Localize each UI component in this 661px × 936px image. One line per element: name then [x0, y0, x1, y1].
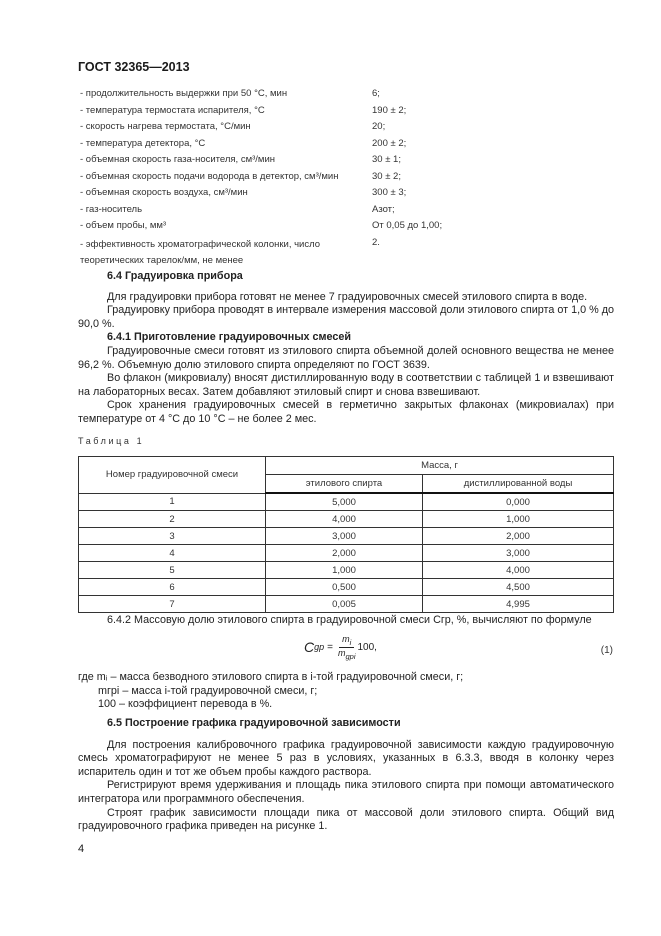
section-heading: 6.4.1 Приготовление градуировочных смесей [107, 331, 352, 344]
param-row: - температура детектора, °С 200 ± 2; [80, 137, 407, 149]
column-header-water: дистиллированной воды [423, 475, 614, 494]
formula-cgp: C gp = $\frac{m_i}{m_{gpi}}$ 100, [304, 634, 377, 661]
param-row: - газ-носитель Азот; [80, 203, 395, 215]
section-heading: 6.5 Построение графика градуировочной зависимости [107, 717, 401, 729]
paragraph: Для построения калибровочного графика градуировочной зависимости каждую градуировочную смесь хроматографируют не менее 5 раз в условиях, указанных в 6.3.3, вводя в колонку через испаритель один и тот же объем пробы каждого раствора. [78, 738, 614, 778]
paragraph: Градуировочные смеси готовят из этилового спирта объемной долей основного вещества не менее 96,2 %. Объемную долю этилового спирта определяют по ГОСТ 3639. [78, 344, 614, 371]
column-header-ethanol: этилового спирта [266, 475, 423, 494]
paragraph: Регистрируют время удерживания и площадь пика этилового спирта при помощи автоматического интегратора или программного обеспечения. [78, 779, 614, 805]
formula-legend: где mᵢ – масса безводного этилового спирта в i-той градуировочной смеси, г; mгрi – масса i-той градуировочной смеси, г; 100 – коэффициент перевода в %. [78, 671, 464, 711]
paragraph: Строят график зависимости площади пика от массовой доли этилового спирта. Общий вид градуировочного графика приведен на рисунке 1. [78, 806, 614, 833]
param-row: - температура термостата испарителя, °С 190 ± 2; [80, 104, 407, 116]
param-row: - объемная скорость газа-носителя, см³/мин 30 ± 1; [80, 154, 401, 165]
table-row: 5 1,000 4,000 [79, 562, 614, 579]
page-number: 4 [78, 843, 85, 855]
column-header-mass: Масса, г [266, 457, 614, 475]
table-row: 7 0,005 4,995 [79, 596, 614, 613]
section-heading: 6.4 Градуировка прибора [107, 270, 243, 282]
equation-number: (1) [600, 645, 613, 656]
paragraph: Во флакон (микровиалу) вносят дистиллированную воду в соответствии с таблицей 1 и взвешивают на лабораторных весах. Затем добавляют этиловый спирт и снова взвешивают. [78, 372, 614, 398]
column-header-number: Номер градуировочной смеси [79, 457, 266, 494]
paragraph: Градуировку прибора проводят в интервале измерения массовой доли этилового спирта от 1,0 % до 90,0 %. [78, 304, 615, 330]
param-row: - объемная скорость подачи водорода в детектор, см³/мин 30 ± 2; [80, 170, 401, 182]
param-row: - эффективность хроматографической колонки, число теоретических тарелок/мм, не менее 2. [80, 236, 380, 266]
param-row: - объем пробы, мм³ От 0,05 до 1,00; [80, 220, 443, 231]
calibration-mixtures-table [78, 456, 614, 613]
param-row: - продолжительность выдержки при 50 °С, мин 6; [80, 88, 380, 99]
paragraph: Для градуировки прибора готовят не менее 7 градуировочных смесей этилового спирта в воде. [107, 290, 588, 303]
table-row: 3 3,000 2,000 [79, 528, 614, 545]
fraction: $\frac{m_i}{m_{gpi}}$ [337, 634, 356, 661]
section-6-4-2-intro: 6.4.2 Массовую долю этилового спирта в градуировочной смеси Сгр, %, вычисляют по формуле [107, 614, 592, 626]
table-row: 6 0,500 4,500 [79, 579, 614, 596]
param-row: - скорость нагрева термостата, °С/мин 20; [80, 121, 386, 132]
section-6-5 [78, 717, 614, 834]
table-row: 1 5,000 0,000 [79, 493, 614, 511]
table-row: 4 2,000 3,000 [79, 545, 614, 562]
table-row: 2 4,000 1,000 [79, 511, 614, 528]
paragraph: Срок хранения градуировочных смесей в герметично закрытых флаконах (микровиалах) при температуре от 4 °С до 10 °С – не более 2 мес. [78, 399, 614, 425]
document-header: ГОСТ 32365—2013 [78, 60, 190, 74]
parameters-list [80, 88, 600, 265]
section-6-4 [78, 270, 614, 427]
param-row: - объемная скорость воздуха, см³/мин 300 ± 3; [80, 187, 407, 198]
table-caption: Таблица 1 [78, 436, 145, 446]
